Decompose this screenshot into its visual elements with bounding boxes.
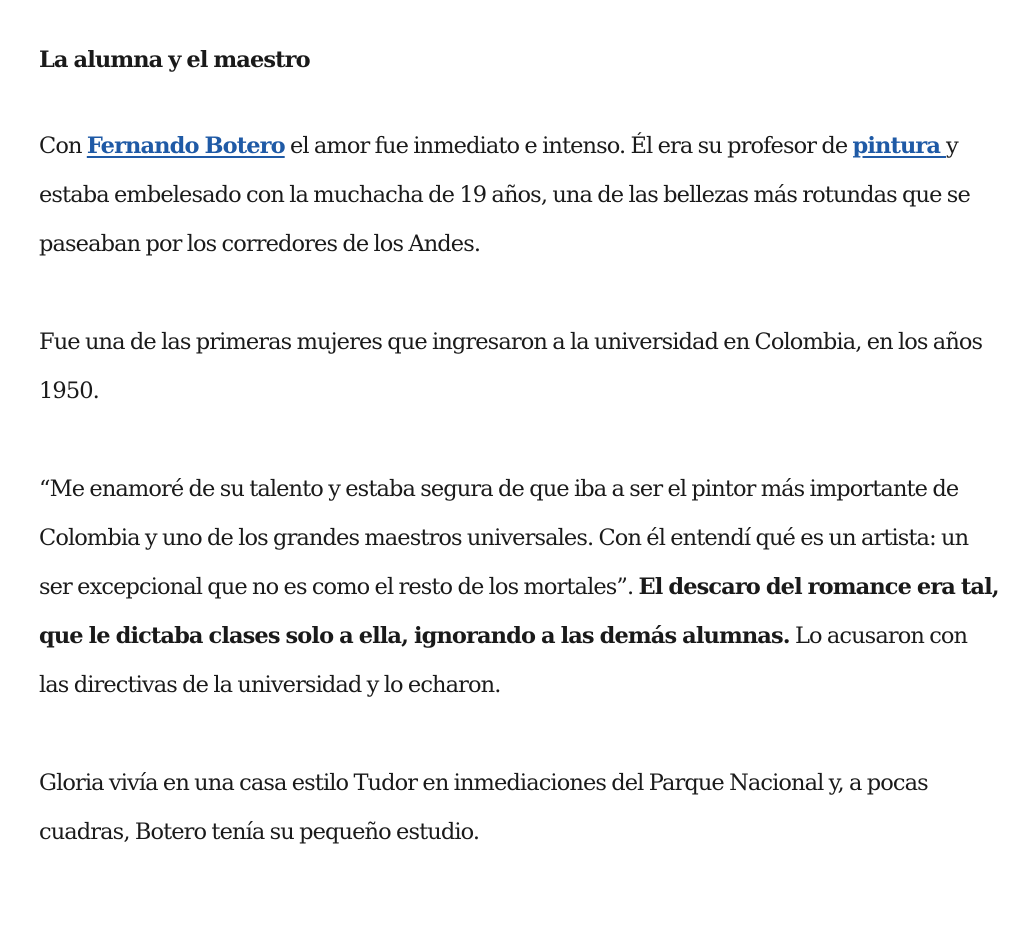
paragraph-2: Fue una de las primeras mujeres que ingresaron a la universidad en Colombia, en los años 1950.: [39, 329, 983, 404]
paragraph-1-text-end: y estaba embelesado con la muchacha de 19 años, una de las bellezas más rotundas que se paseaban por los corredores de los Andes.: [39, 133, 970, 257]
paragraph-1-text-start: Con: [39, 133, 87, 159]
quote-text: “Me enamoré de su talento y estaba segura de que iba a ser el pintor más importante de Colombia y uno de los grandes maestros universales. Con él entendí qué es un artista: un ser excepcional que no es como el resto de los mortales”.: [39, 476, 969, 600]
fernando-botero-link[interactable]: Fernando Botero: [86, 133, 285, 159]
paragraph-3: [39, 465, 999, 710]
paragraph-1-text-middle: el amor fue inmediato e intenso. Él era su profesor de: [284, 133, 853, 159]
pintura-link[interactable]: pintura: [852, 133, 946, 159]
paragraph-4: Gloria vivía en una casa estilo Tudor en inmediaciones del Parque Nacional y, a pocas cuadras, Botero tenía su pequeño estudio.: [39, 770, 928, 845]
paragraph-3-text-end: Lo acusaron con las directivas de la universidad y lo echaron.: [39, 623, 968, 698]
paragraph-1: [39, 122, 999, 269]
section-heading: La alumna y el maestro: [39, 47, 310, 73]
article-body: [39, 40, 999, 906]
bold-statement: El descaro del romance era tal, que le dictaba clases solo a ella, ignorando a las demás alumnas.: [39, 574, 999, 649]
